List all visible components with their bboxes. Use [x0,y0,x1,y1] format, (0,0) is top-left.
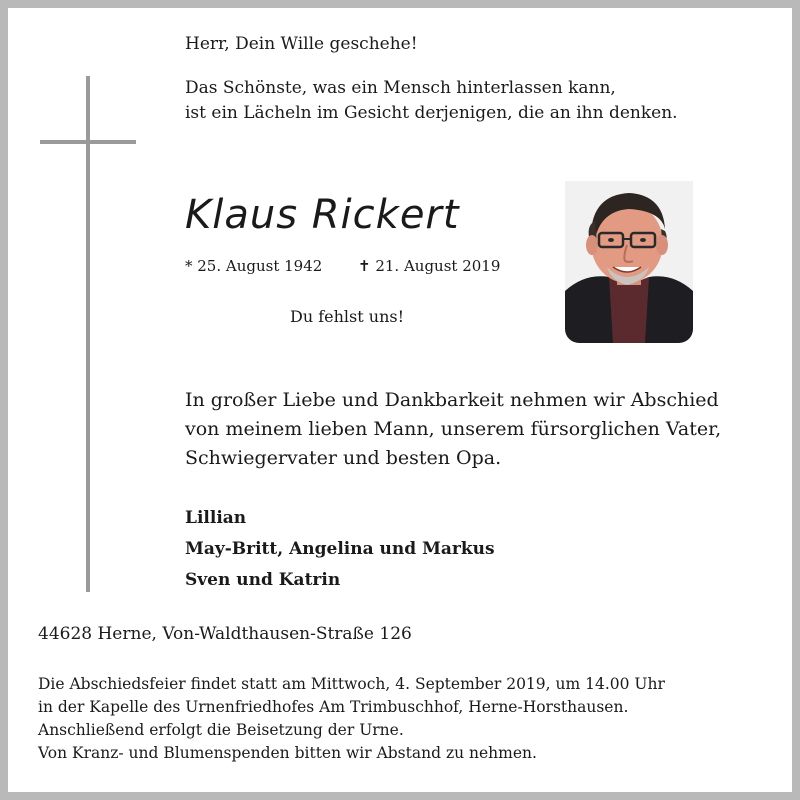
family-list [185,503,495,596]
farewell-line-3: Schwiegervater und besten Opa. [185,447,502,469]
portrait-photo [565,181,693,343]
family-member: Sven und Katrin [185,570,341,590]
farewell-line-1: In großer Liebe und Dankbarkeit nehmen wir Abschied [185,389,719,411]
death-date: ✝ 21. August 2019 [358,257,501,275]
service-line: Anschließend erfolgt die Beisetzung der Urne. [38,721,404,739]
family-member: May-Britt, Angelina und Markus [185,539,495,559]
farewell-line-2: von meinem lieben Mann, unserem fürsorglichen Vater, [185,418,722,440]
service-line: Die Abschiedsfeier findet statt am Mittwoch, 4. September 2019, um 14.00 Uhr [38,675,665,693]
verse-line-2: Das Schönste, was ein Mensch hinterlassen kann, [185,78,616,98]
verse-quote [185,76,678,126]
deceased-name: Klaus Rickert [185,192,460,238]
cross-vertical-bar [86,76,90,592]
miss-you-text: Du fehlst uns! [290,307,405,326]
family-member: Lillian [185,508,247,528]
birth-date: * 25. August 1942 [185,257,323,275]
service-details [38,673,665,765]
service-line: in der Kapelle des Urnenfriedhofes Am Trimbuschhof, Herne-Horsthausen. [38,698,629,716]
cross-horizontal-bar [40,140,136,144]
verse-line-3: ist ein Lächeln im Gesicht derjenigen, die an ihn denken. [185,103,678,123]
farewell-text [185,386,721,473]
family-address: 44628 Herne, Von-Waldthausen-Straße 126 [38,624,412,644]
service-line: Von Kranz- und Blumenspenden bitten wir Abstand zu nehmen. [38,744,537,762]
portrait-illustration [565,181,693,343]
verse-line-1: Herr, Dein Wille geschehe! [185,34,418,54]
